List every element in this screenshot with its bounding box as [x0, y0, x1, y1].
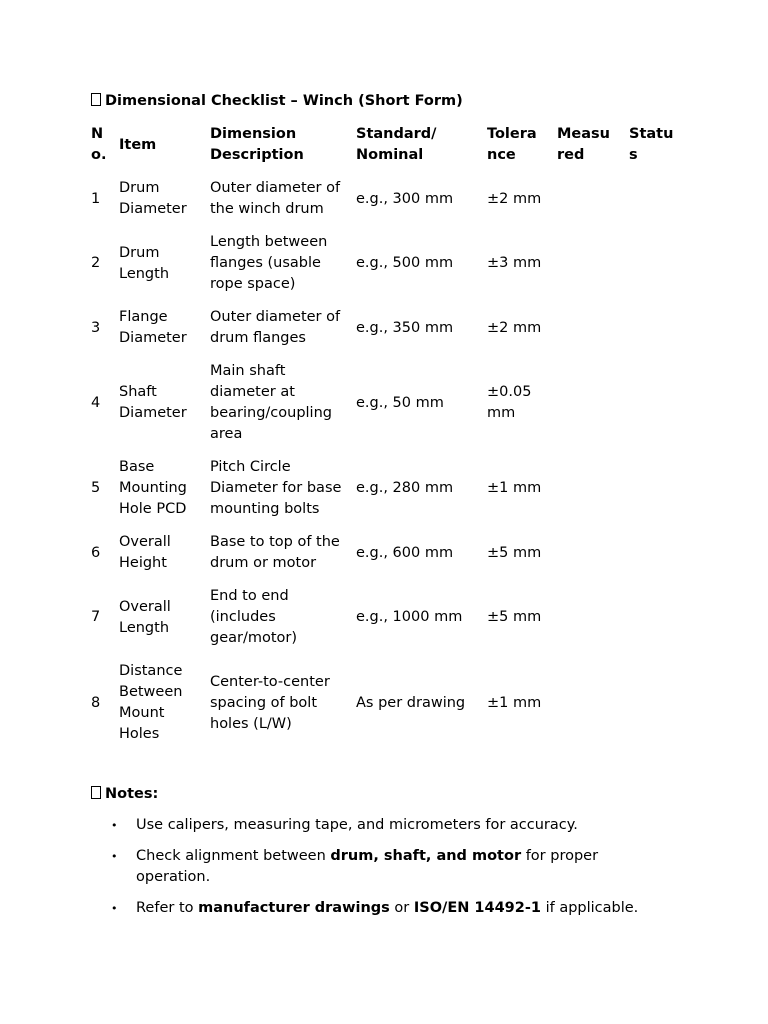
- cell-measured: [551, 451, 623, 526]
- dimensional-checklist-table: [85, 118, 685, 751]
- cell-no: 4: [91, 394, 101, 411]
- header-description: Dimension Description: [210, 126, 304, 163]
- cell-tolerance: ±2 mm: [487, 190, 542, 207]
- header-measured: Measured: [557, 126, 611, 163]
- cell-standard: As per drawing: [356, 694, 466, 711]
- cell-no: 2: [91, 255, 101, 271]
- cell-measured: [551, 301, 623, 355]
- bullet-icon: •: [111, 819, 118, 832]
- notes-title-text: Notes:: [105, 786, 159, 802]
- cell-description: Center-to-center spacing of bolt holes (L/W): [210, 673, 330, 732]
- cell-status: [623, 355, 685, 451]
- cell-tolerance: ±5 mm: [487, 609, 542, 625]
- cell-no: 8: [91, 694, 101, 711]
- cell-status: [623, 226, 685, 301]
- cell-description: Outer diameter of the winch drum: [210, 180, 341, 217]
- cell-measured: [551, 355, 623, 451]
- table-header-row: [85, 118, 685, 172]
- cell-measured: [551, 526, 623, 580]
- cell-status: [623, 301, 685, 355]
- table-row: [85, 526, 685, 580]
- table-body: [85, 172, 685, 751]
- cell-tolerance: ±1 mm: [487, 480, 542, 496]
- header-standard: Standard/ Nominal: [356, 126, 437, 163]
- header-tolerance: Tolerance: [487, 126, 537, 163]
- note-text: or: [389, 900, 414, 916]
- table-row: [85, 226, 685, 301]
- note-text: if applicable.: [540, 900, 639, 916]
- cell-item: Overall Height: [119, 534, 171, 571]
- cell-status: [623, 451, 685, 526]
- cell-standard: e.g., 600 mm: [356, 544, 454, 561]
- cell-tolerance: ±0.05 mm: [487, 384, 532, 421]
- cell-description: Length between flanges (usable rope space): [210, 234, 328, 292]
- header-no: No.: [91, 126, 107, 163]
- notes-list: [91, 815, 651, 929]
- cell-item: Distance Between Mount Holes: [119, 663, 183, 742]
- header-item: Item: [119, 136, 157, 153]
- cell-description: End to end (includes gear/motor): [210, 588, 298, 646]
- cell-measured: [551, 580, 623, 655]
- note-item: [91, 815, 651, 836]
- note-text: for proper operation.: [136, 848, 599, 885]
- note-emphasis: drum, shaft, and motor: [330, 848, 522, 864]
- cell-tolerance: ±5 mm: [487, 544, 542, 561]
- table-row: [85, 451, 685, 526]
- cell-item: Flange Diameter: [119, 309, 187, 346]
- cell-status: [623, 172, 685, 226]
- cell-standard: e.g., 500 mm: [356, 255, 454, 271]
- cell-measured: [551, 172, 623, 226]
- cell-description: Main shaft diameter at bearing/coupling area: [210, 363, 332, 442]
- cell-tolerance: ±1 mm: [487, 694, 542, 711]
- cell-item: Drum Length: [119, 244, 170, 282]
- cell-standard: e.g., 1000 mm: [356, 609, 463, 625]
- cell-description: Pitch Circle Diameter for base mounting bolts: [210, 459, 342, 517]
- cell-no: 3: [91, 319, 101, 336]
- bullet-icon: •: [111, 850, 118, 863]
- note-emphasis: manufacturer drawings: [198, 900, 390, 916]
- cell-standard: e.g., 50 mm: [356, 394, 444, 411]
- table-row: [85, 580, 685, 655]
- bullet-icon: •: [111, 902, 118, 915]
- cell-tolerance: ±2 mm: [487, 319, 542, 336]
- missing-glyph-icon: [91, 93, 101, 106]
- cell-description: Outer diameter of drum flanges: [210, 309, 341, 346]
- note-item: [91, 898, 651, 919]
- cell-no: 1: [91, 190, 101, 207]
- cell-measured: [551, 655, 623, 751]
- missing-glyph-icon: [91, 786, 101, 799]
- cell-measured: [551, 226, 623, 301]
- table-row: [85, 655, 685, 751]
- table-row: [85, 355, 685, 451]
- cell-status: [623, 526, 685, 580]
- note-item: [91, 846, 651, 888]
- cell-item: Drum Diameter: [119, 180, 187, 217]
- note-text: Check alignment between: [136, 848, 331, 864]
- cell-status: [623, 655, 685, 751]
- cell-no: 6: [91, 544, 101, 561]
- header-status: Status: [629, 126, 674, 163]
- cell-standard: e.g., 350 mm: [356, 319, 454, 336]
- cell-no: 5: [91, 480, 101, 496]
- cell-standard: e.g., 300 mm: [356, 190, 454, 207]
- note-text: Refer to: [136, 900, 199, 916]
- cell-status: [623, 580, 685, 655]
- cell-no: 7: [91, 609, 101, 625]
- cell-description: Base to top of the drum or motor: [210, 534, 340, 571]
- cell-tolerance: ±3 mm: [487, 255, 542, 271]
- cell-item: Overall Length: [119, 598, 171, 636]
- document-title: [91, 91, 463, 112]
- note-text: Use calipers, measuring tape, and micrometers for accuracy.: [136, 817, 578, 833]
- table-row: [85, 172, 685, 226]
- cell-standard: e.g., 280 mm: [356, 480, 454, 496]
- document-title-text: Dimensional Checklist – Winch (Short Form): [105, 93, 463, 109]
- note-emphasis: ISO/EN 14492-1: [413, 900, 541, 916]
- table-row: [85, 301, 685, 355]
- cell-item: Base Mounting Hole PCD: [119, 459, 187, 517]
- cell-item: Shaft Diameter: [119, 384, 187, 421]
- notes-title: [91, 784, 158, 805]
